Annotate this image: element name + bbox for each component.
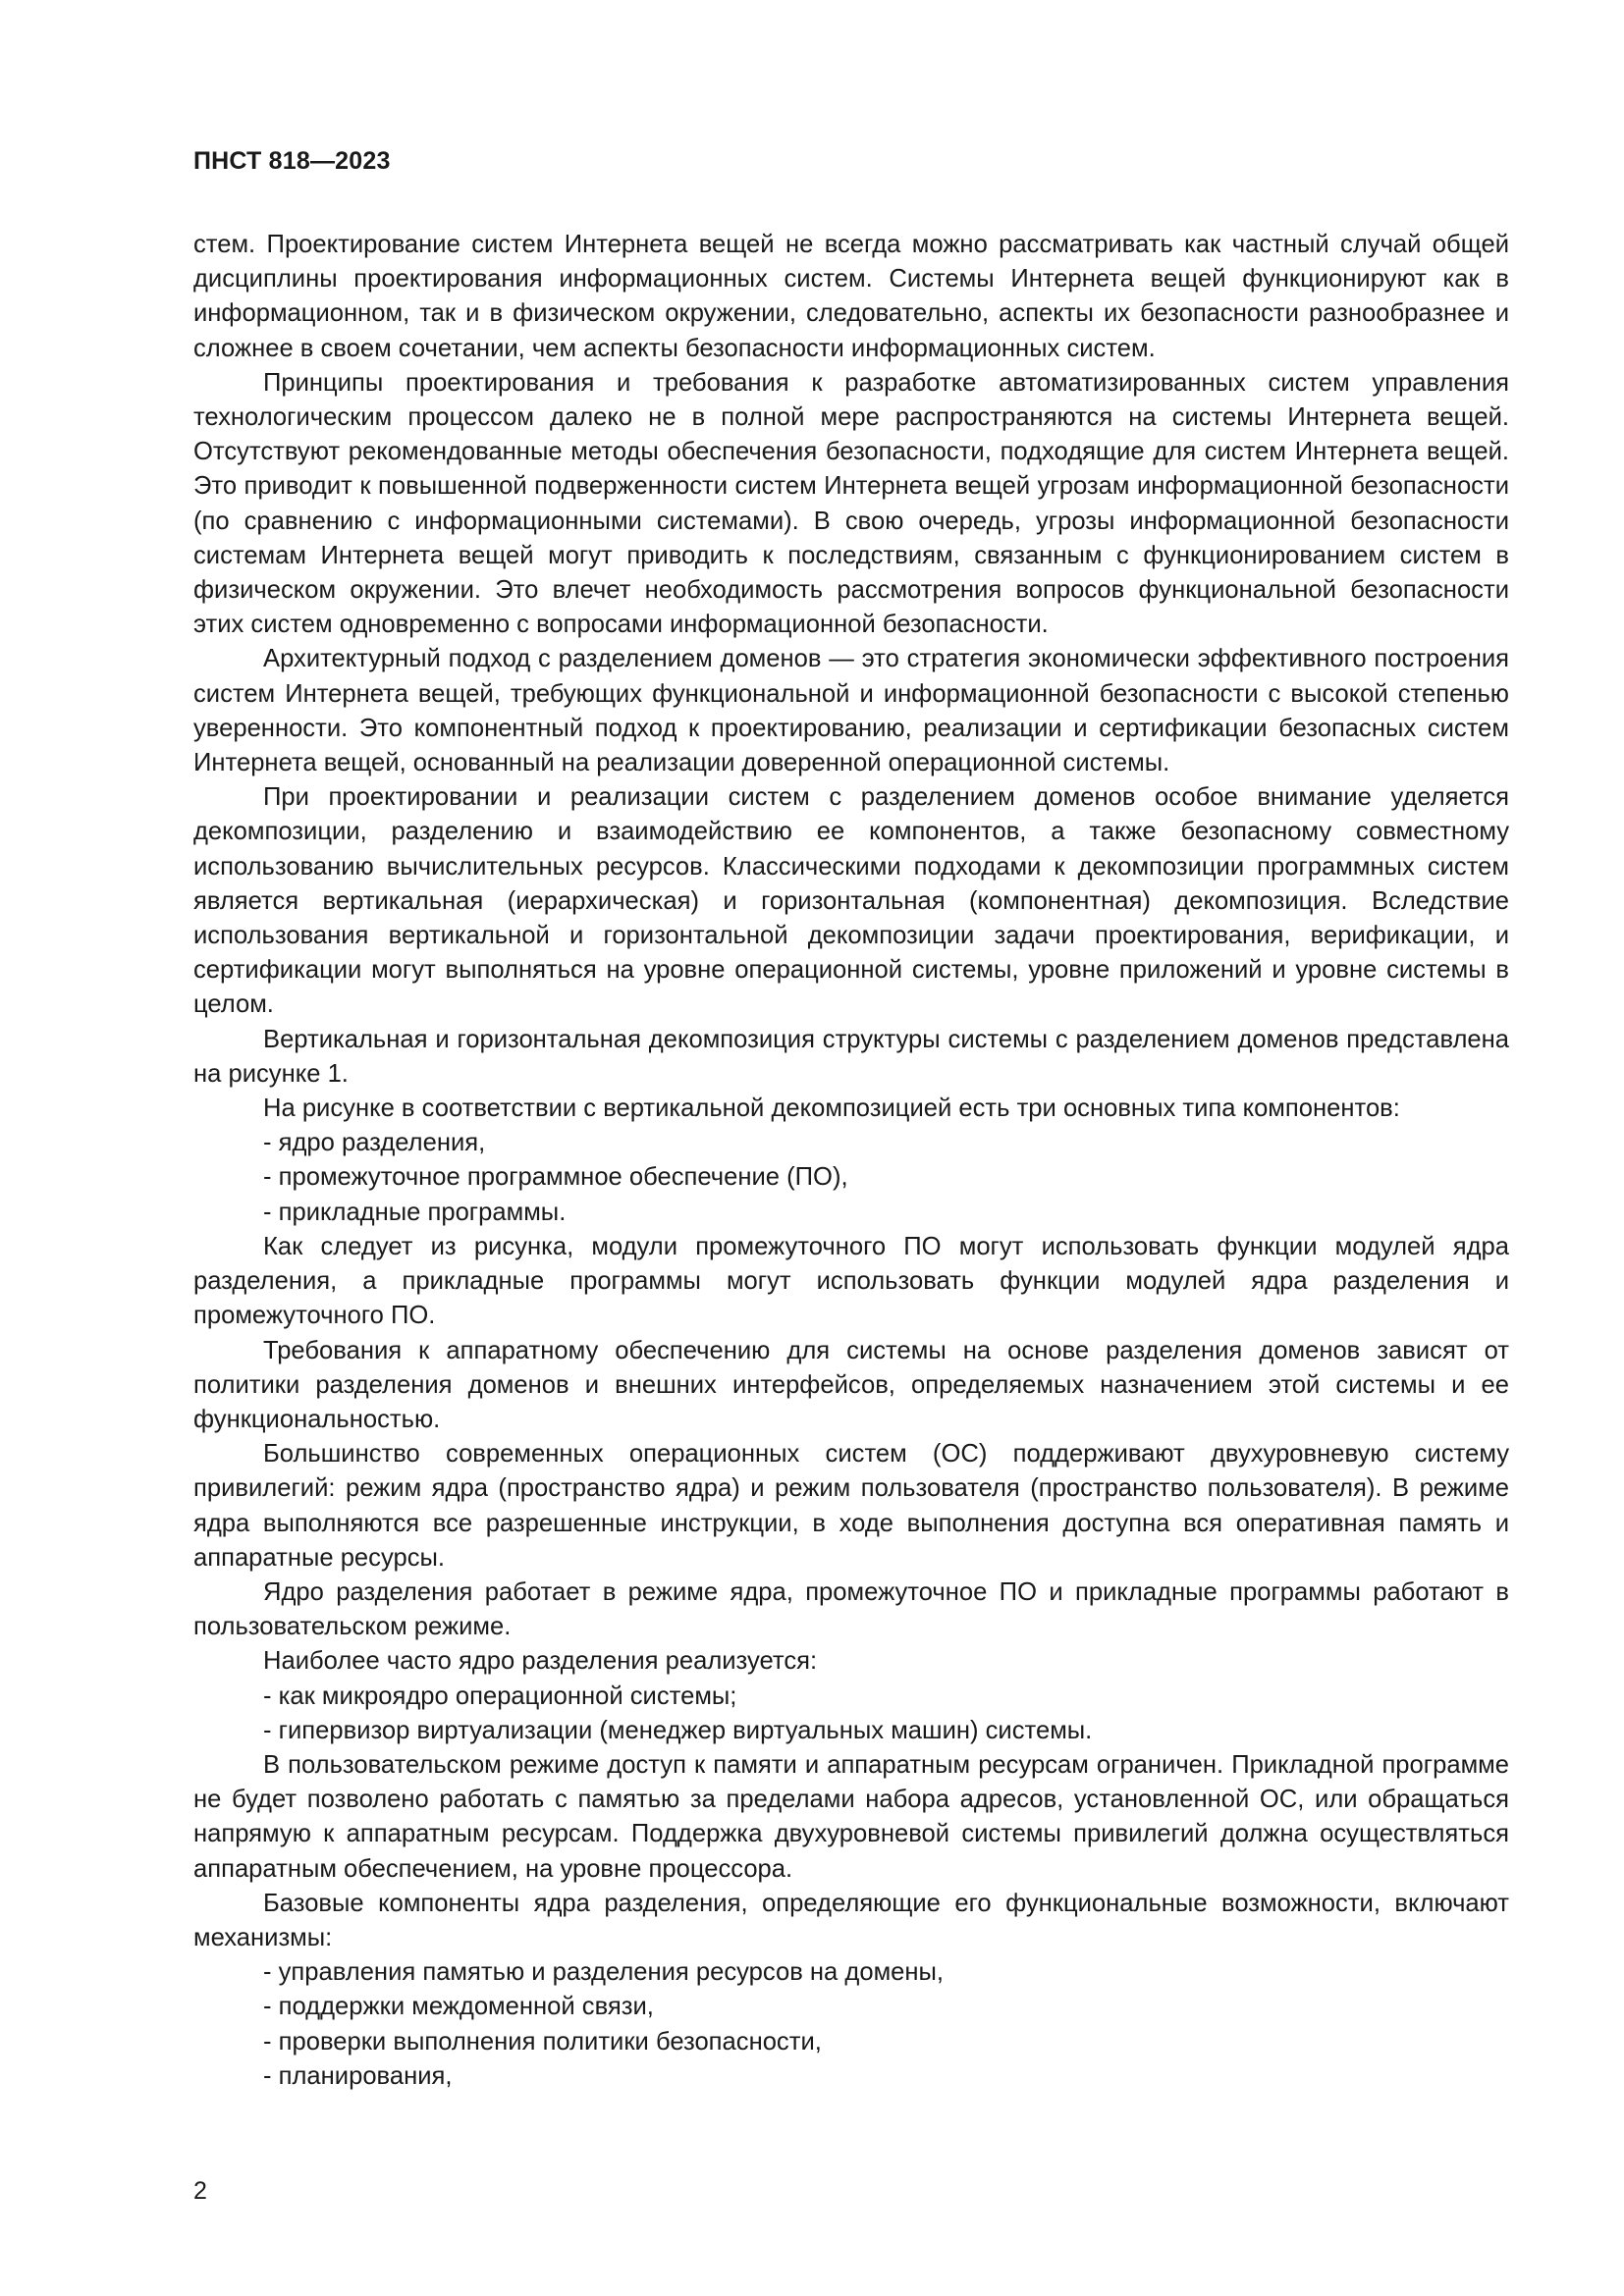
paragraph: В пользовательском режиме доступ к памяти и аппаратным ресурсам ограничен. Прикладной программе не будет позволено работать с памятью за пределами набора адресов, установленной ОС, или обращаться напрямую к аппаратным ресурсам. Поддержка двухуровневой системы привилегий должна осуществляться аппаратным обеспечением, на уровне процессора. (193, 1750, 1509, 1883)
paragraph: Большинство современных операционных систем (ОС) поддерживают двухуровневую систему привилегий: режим ядра (пространство ядра) и режим пользователя (пространство пользователя). В режиме ядра выполняются все разрешенные инструкции, в ходе выполнения доступна вся оперативная память и аппаратные ресурсы. (193, 1440, 1509, 1572)
paragraph: Базовые компоненты ядра разделения, определяющие его функциональные возможности, включают механизмы: (193, 1889, 1509, 1951)
document-id-header: ПНСТ 818—2023 (193, 147, 391, 175)
list-item: - прикладные программы. (263, 1198, 567, 1226)
bullet-list (193, 1126, 1509, 1230)
bullet-list (193, 1680, 1509, 1748)
list-item: - поддержки междоменной связи, (263, 1993, 654, 2021)
paragraph: Ядро разделения работает в режиме ядра, промежуточное ПО и прикладные программы работают в пользовательском режиме. (193, 1577, 1509, 1641)
paragraph: Вертикальная и горизонтальная декомпозиция структуры системы с разделением доменов представлена на рисунке 1. (193, 1025, 1509, 1088)
list-item: - планирования, (263, 2061, 453, 2090)
paragraph: стем. Проектирование систем Интернета вещей не всегда можно рассматривать как частный случай общей дисциплины проектирования информационных систем. Системы Интернета вещей функционируют как в информационном, так и в физическом окружении, следовательно, аспекты их безопасности разнообразнее и сложнее в своем сочетании, чем аспекты безопасности информационных систем. (193, 231, 1509, 362)
list-item: - проверки выполнения политики безопасности, (263, 2027, 822, 2056)
paragraph: Принципы проектирования и требования к разработке автоматизированных систем управления технологическим процессом далеко не в полной мере распространяются на системы Интернета вещей. Отсутствуют рекомендованные методы обеспечения безопасности, подходящие для систем Интернета вещей. Это приводит к повышенной подверженности систем Интернета вещей угрозам информационной безопасности (по сравнению с информационными системами). В свою очередь, угрозы информационной безопасности системам Интернета вещей могут приводить к последствиям, связанным с функционированием систем в физическом окружении. Это влечет необходимость рассмотрения вопросов функциональной безопасности этих систем одновременно с вопросами информационной безопасности. (193, 368, 1509, 639)
paragraph: При проектировании и реализации систем с разделением доменов особое внимание уделяется декомпозиции, разделению и взаимодействию ее компонентов, а также безопасному совместному использованию вычислительных ресурсов. Классическими подходами к декомпозиции программных систем является вертикальная (иерархическая) и горизонтальная (компонентная) декомпозиция. Вследствие использования вертикальной и горизонтальной декомпозиции задачи проектирования, верификации, и сертификации могут выполняться на уровне операционной системы, уровне приложений и уровне системы в целом. (193, 783, 1509, 1019)
paragraph: Требования к аппаратному обеспечению для системы на основе разделения доменов зависят от политики разделения доменов и внешних интерфейсов, определяемых назначением этой системы и ее функциональностью. (193, 1336, 1509, 1433)
paragraph: На рисунке в соответствии с вертикальной декомпозицией есть три основных типа компонентов: (263, 1095, 1400, 1123)
bullet-list (193, 1955, 1509, 2094)
paragraph: Как следует из рисунка, модули промежуточного ПО могут использовать функции модулей ядра разделения, а прикладные программы могут использовать функции модулей ядра разделения и промежуточного ПО. (193, 1232, 1509, 1330)
list-item: - как микроядро операционной системы; (263, 1682, 737, 1710)
list-item: - гипервизор виртуализации (менеджер виртуальных машин) системы. (263, 1716, 1093, 1744)
list-item: - промежуточное программное обеспечение (ПО), (263, 1163, 848, 1192)
list-item: - ядро разделения, (263, 1129, 486, 1157)
list-item: - управления памятью и разделения ресурсов на домены, (263, 1958, 945, 1987)
paragraph: Архитектурный подход с разделением доменов — это стратегия экономически эффективного построения систем Интернета вещей, требующих функциональной и информационной безопасности с высокой степенью уверенности. Это компонентный подход к проектированию, реализации и сертификации безопасных систем Интернета вещей, основанный на реализации доверенной операционной системы. (193, 645, 1509, 777)
page-number: 2 (193, 2177, 207, 2205)
paragraph: Наиболее часто ядро разделения реализуется: (263, 1647, 818, 1676)
document-body (193, 228, 1509, 2094)
